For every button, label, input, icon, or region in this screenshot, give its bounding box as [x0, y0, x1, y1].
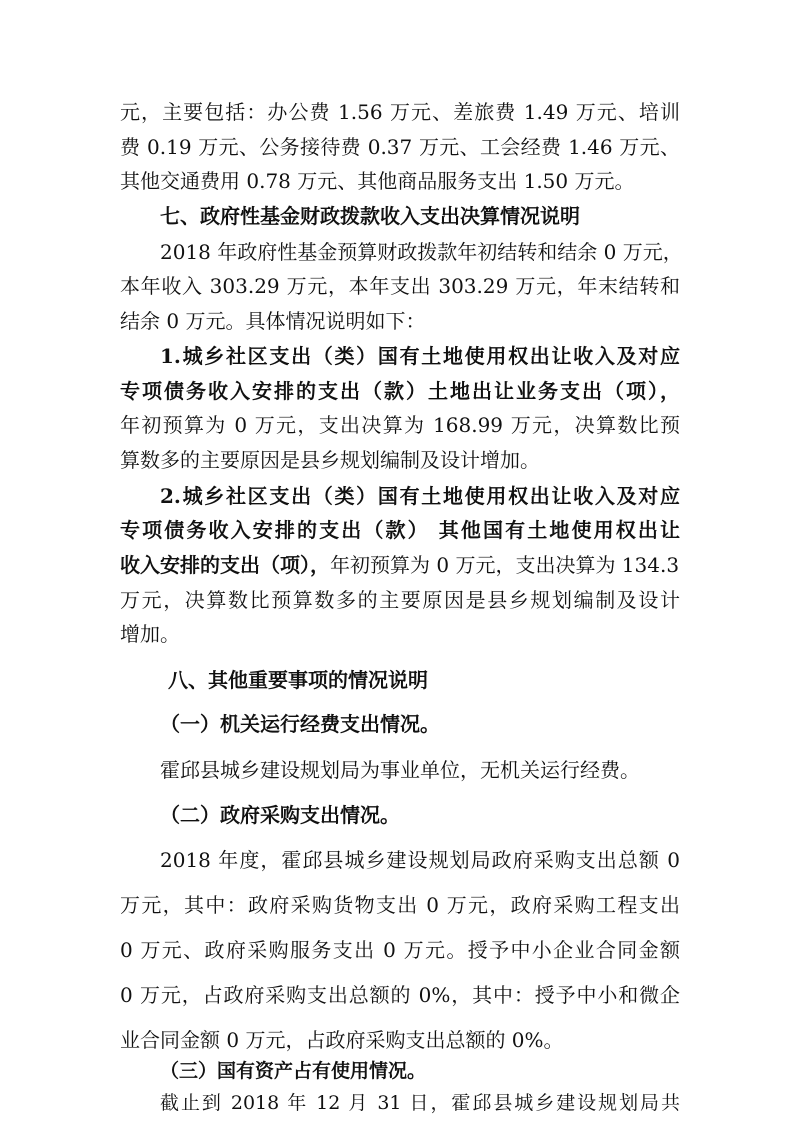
section-heading-8: 八、其他重要事项的情况说明	[168, 668, 428, 692]
text-line: 2018 年度，霍邱县城乡建设规划局政府采购支出总额 0	[160, 848, 680, 872]
text-line: 霍邱县城乡建设规划局为事业单位，无机关运行经费。	[160, 758, 640, 782]
section-heading-7: 七、政府性基金财政拨款收入支出决算情况说明	[160, 204, 580, 228]
text-line-mixed	[120, 552, 680, 578]
text-line: 费 0.19 万元、公务接待费 0.37 万元、工会经费 1.46 万元、	[120, 135, 680, 159]
text-line: 万元，决算数比预算数多的主要原因是县乡规划编制及设计	[120, 588, 680, 612]
subsection-heading-3: （三）国有资产占有使用情况。	[160, 1060, 427, 1082]
item-heading-2: 2.城乡社区支出（类）国有土地使用权出让收入及对应	[160, 484, 680, 508]
item-2-text: 年初预算为 0 万元，支出决算为 134.3	[330, 553, 680, 577]
text-line: 其他交通费用 0.78 万元、其他商品服务支出 1.50 万元。	[120, 169, 635, 193]
text-line: 结余 0 万元。具体情况说明如下：	[120, 309, 426, 333]
item-heading-1: 1.城乡社区支出（类）国有土地使用权出让收入及对应	[160, 344, 680, 368]
text-line: 截止到 2018 年 12 月 31 日，霍邱县城乡建设规划局共	[160, 1092, 680, 1114]
subsection-heading-1: （一）机关运行经费支出情况。	[160, 712, 440, 736]
subsection-heading-2: （二）政府采购支出情况。	[160, 803, 400, 827]
item-heading-2-cont: 专项债务收入安排的支出（款） 其他国有土地使用权出让	[120, 518, 680, 542]
item-heading-1-cont: 专项债务收入安排的支出（款）土地出让业务支出（项），	[120, 379, 680, 403]
text-line: 本年收入 303.29 万元，本年支出 303.29 万元，年末结转和	[120, 274, 680, 298]
text-line: 业合同金额 0 万元，占政府采购支出总额的 0%。	[120, 1028, 564, 1052]
text-line: 算数多的主要原因是县乡规划编制及设计增加。	[120, 448, 540, 472]
text-line: 万元，其中：政府采购货物支出 0 万元，政府采购工程支出	[120, 893, 680, 917]
text-line: 增加。	[120, 622, 180, 646]
text-line: 元，主要包括：办公费 1.56 万元、差旅费 1.49 万元、培训	[120, 100, 680, 124]
item-heading-2-tail: 收入安排的支出（项），	[120, 553, 330, 577]
text-line: 0 万元，占政府采购支出总额的 0%，其中：授予中小和微企	[120, 983, 680, 1007]
text-line: 年初预算为 0 万元，支出决算为 168.99 万元，决算数比预	[120, 413, 680, 437]
text-line: 0 万元、政府采购服务支出 0 万元。授予中小企业合同金额	[120, 938, 680, 962]
text-line: 2018 年政府性基金预算财政拨款年初结转和结余 0 万元，	[160, 240, 683, 264]
